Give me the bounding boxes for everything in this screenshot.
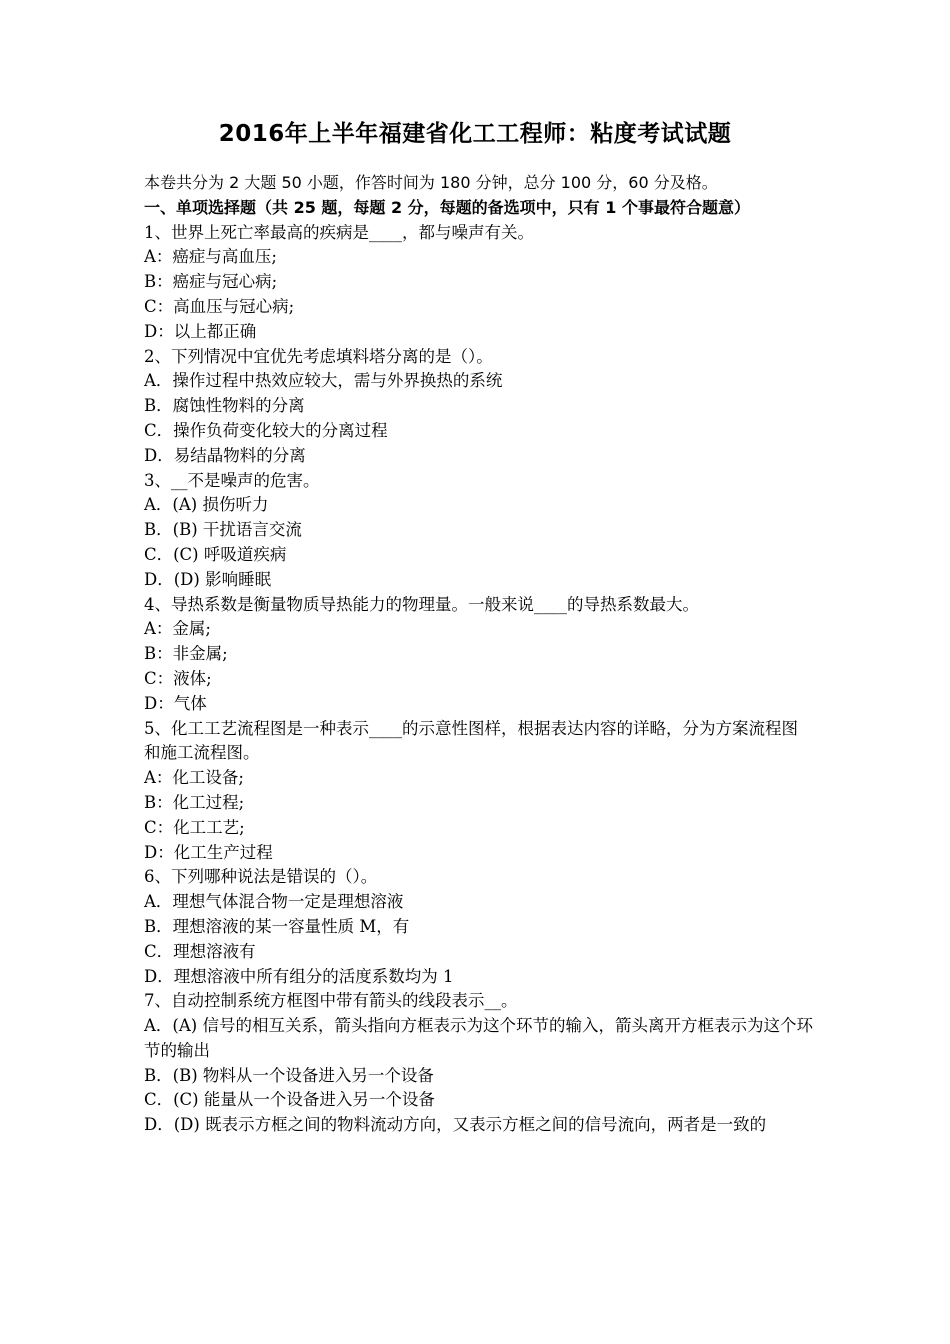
option-b: B：非金属; bbox=[144, 644, 228, 664]
option-c: C．(C) 能量从一个设备进入另一个设备 bbox=[144, 1090, 435, 1110]
option-c: C：液体; bbox=[144, 668, 212, 688]
option-c: C．理想溶液有 bbox=[144, 941, 256, 961]
option-a: A．(A) 损伤听力 bbox=[144, 495, 269, 515]
question-text: 3、__不是噪声的危害。 bbox=[144, 470, 320, 490]
option-a: A：化工设备; bbox=[144, 768, 244, 788]
question-block bbox=[144, 593, 814, 717]
option-b: B．(B) 物料从一个设备进入另一个设备 bbox=[144, 1065, 434, 1085]
option-d: D：化工生产过程 bbox=[144, 842, 273, 862]
option-b: B．腐蚀性物料的分离 bbox=[144, 396, 305, 416]
question-block bbox=[144, 865, 814, 989]
option-c: C：化工工艺; bbox=[144, 817, 245, 837]
option-a: A．操作过程中热效应较大，需与外界换热的系统 bbox=[144, 371, 503, 391]
option-b: B：化工过程; bbox=[144, 792, 245, 812]
document-body bbox=[144, 171, 814, 1138]
option-d: D．(D) 影响睡眠 bbox=[144, 569, 272, 589]
option-a: A．(A) 信号的相互关系，箭头指向方框表示为这个环节的输入，箭头离开方框表示为这个环节的输出 bbox=[144, 1016, 813, 1060]
option-c: C．(C) 呼吸道疾病 bbox=[144, 544, 287, 564]
question-text: 6、下列哪种说法是错误的（）。 bbox=[144, 867, 378, 887]
question-text: 7、自动控制系统方框图中带有箭头的线段表示__。 bbox=[144, 991, 518, 1011]
option-d: D：以上都正确 bbox=[144, 321, 257, 341]
question-block bbox=[144, 989, 814, 1138]
option-a: A：金属; bbox=[144, 619, 211, 639]
option-a: A：癌症与高血压; bbox=[144, 247, 277, 267]
page-title: 2016年上半年福建省化工工程师：粘度考试试题 bbox=[218, 121, 732, 147]
option-b: B．(B) 干扰语言交流 bbox=[144, 520, 302, 540]
question-block bbox=[144, 345, 814, 469]
question-text: 4、导热系数是衡量物质导热能力的物理量。一般来说____的导热系数最大。 bbox=[144, 594, 699, 614]
option-d: D．理想溶液中所有组分的活度系数均为 1 bbox=[144, 966, 454, 986]
option-b: B：癌症与冠心病; bbox=[144, 272, 278, 292]
option-d: D．(D) 既表示方框之间的物料流动方向，又表示方框之间的信号流向，两者是一致的 bbox=[144, 1115, 767, 1135]
option-c: C：高血压与冠心病; bbox=[144, 296, 295, 316]
option-c: C．操作负荷变化较大的分离过程 bbox=[144, 420, 388, 440]
question-block bbox=[144, 221, 814, 345]
exam-intro: 本卷共分为 2 大题 50 小题，作答时间为 180 分钟，总分 100 分，60 分及格。 bbox=[144, 173, 718, 192]
option-b: B．理想溶液的某一容量性质 M，有 bbox=[144, 916, 410, 936]
section-heading: 一、单项选择题（共 25 题，每题 2 分，每题的备选项中，只有 1 个事最符合题意） bbox=[144, 197, 750, 217]
option-d: D：气体 bbox=[144, 693, 207, 713]
question-text: 5、化工工艺流程图是一种表示____的示意性图样，根据表达内容的详略，分为方案流程图和施工流程图。 bbox=[144, 718, 798, 763]
question-block bbox=[144, 717, 814, 866]
question-block bbox=[144, 469, 814, 593]
option-a: A．理想气体混合物一定是理想溶液 bbox=[144, 892, 404, 912]
option-d: D．易结晶物料的分离 bbox=[144, 445, 306, 465]
question-text: 2、下列情况中宜优先考虑填料塔分离的是（）。 bbox=[144, 346, 493, 366]
question-text: 1、世界上死亡率最高的疾病是____，都与噪声有关。 bbox=[144, 222, 534, 242]
